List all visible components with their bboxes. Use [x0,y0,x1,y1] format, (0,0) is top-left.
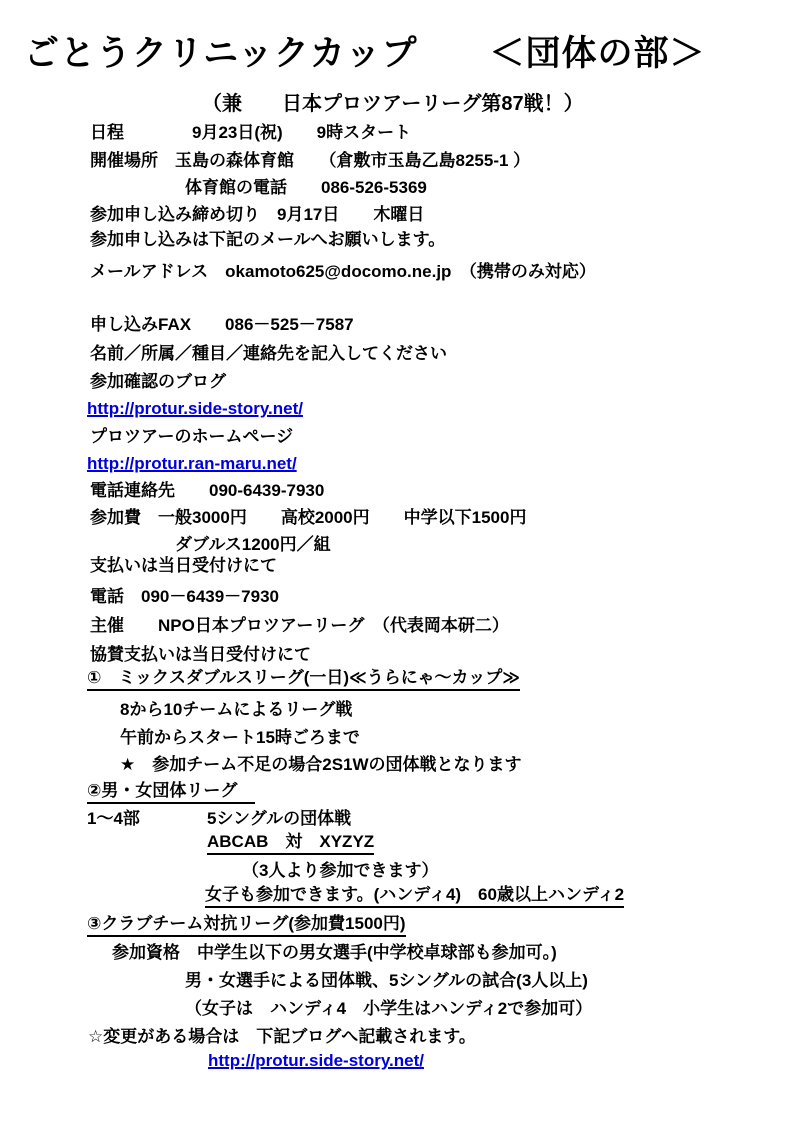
section3-title: ③クラブチーム対抗リーグ(参加費1500円) [87,913,406,937]
page-subtitle: （兼 日本プロツアーリーグ第87戦！） [202,93,584,115]
organizer-line: 主催 NPO日本プロツアーリーグ （代表岡本研二） [90,616,509,635]
homepage-link[interactable]: http://protur.ran-maru.net/ [87,454,297,473]
change-note-line: ☆変更がある場合は 下記ブログへ記載されます。 [88,1027,476,1046]
section3-line: 参加資格 中学生以下の男女選手(中学校卓球部も参加可。) [112,943,557,962]
section2-title: ②男・女団体リーグ [87,780,255,804]
section3-line: （女子は ハンディ4 小学生はハンディ2で参加可） [185,999,593,1018]
section1-star-note: ★ 参加チーム不足の場合2S1Wの団体戦となります [120,755,522,774]
blog-label: 参加確認のブログ [90,372,226,391]
section2-format: 5シングルの団体戦 [207,809,352,828]
section1-line: 8から10チームによるリーグ戦 [120,700,353,719]
mail-address-line: メールアドレス okamoto625@docomo.ne.jp （携帯のみ対応） [90,262,596,281]
page-title: ごとうクリニックカップ ＜団体の部＞ [24,34,706,73]
homepage-label: プロツアーのホームページ [90,427,294,446]
fee-line: 参加費 一般3000円 高校2000円 中学以下1500円 [90,508,527,527]
section1-title: ① ミックスダブルスリーグ(一日)≪うらにゃ～カップ≫ [87,667,520,691]
section1-line: 午前からスタート15時ごろまで [120,728,360,747]
deadline-line: 参加申し込み締め切り 9月17日 木曜日 [90,205,425,224]
blog-link[interactable]: http://protur.side-story.net/ [87,399,303,418]
pay-note-line: 支払いは当日受付けにて [90,556,277,575]
section2-lineup: ABCAB 対 XYZYZ [207,831,374,855]
fax-line: 申し込みFAX 086－525－7587 [90,315,354,334]
section2-division: 1～4部 [87,809,140,828]
section3-line: 男・女選手による団体戦、5シングルの試合(3人以上) [185,971,588,990]
section2-handicap-note: 女子も参加できます。(ハンディ4) 60歳以上ハンディ2 [205,884,624,908]
entry-fields-line: 名前／所属／種目／連絡先を記入してください [90,344,447,363]
apply-note-line: 参加申し込みは下記のメールへお願いします。 [90,230,446,249]
section2-note: （3人より参加できます） [242,861,439,880]
schedule-line: 日程 9月23日(祝) 9時スタート [90,123,412,142]
sponsor-note-line: 協賛支払いは当日受付けにて [90,645,311,664]
phone-contact-line: 電話連絡先 090-6439-7930 [90,481,325,500]
footer-blog-link[interactable]: http://protur.side-story.net/ [208,1051,424,1070]
phone-line: 電話 090－6439－7930 [90,587,280,606]
venue-line: 開催場所 玉島の森体育館 （倉敷市玉島乙島8255-1 ） [90,151,531,170]
gym-phone-line: 体育館の電話 086-526-5369 [185,178,427,197]
doubles-fee-line: ダブルス1200円／組 [175,535,331,554]
